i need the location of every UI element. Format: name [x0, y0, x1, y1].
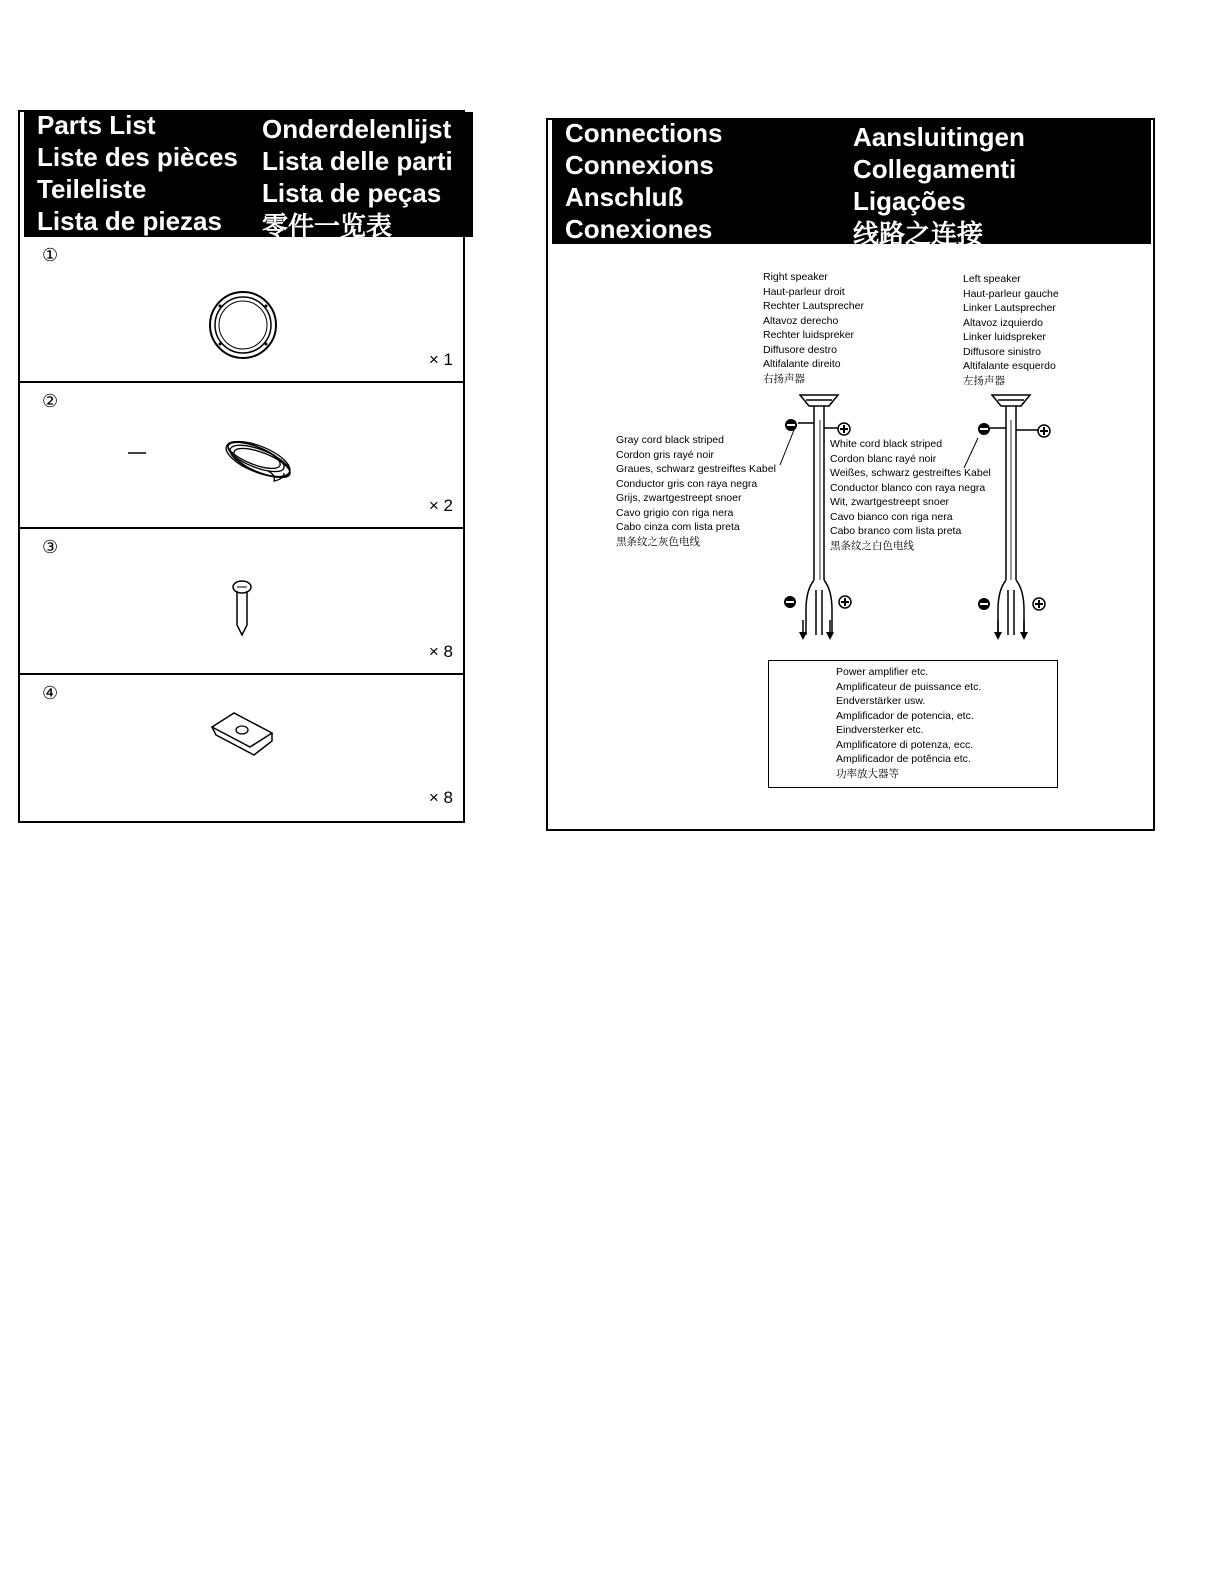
parts-list-panel	[18, 110, 465, 823]
minus-terminal-icon	[978, 598, 990, 610]
amplifier-label: Power amplifier etc. Amplificateur de puissance etc. Endverstärker usw. Amplificador de potencia, etc. Eindversterker etc. Amplificatore di potenza, ecc. Amplificador de potência etc. 功率放大器等	[836, 666, 982, 780]
item-number: ③	[42, 537, 59, 557]
minus-terminal-icon	[784, 596, 796, 608]
connections-panel	[546, 118, 1155, 831]
heading-collegamenti: Collegamenti	[853, 154, 1017, 184]
heading-aansluitingen: Aansluitingen	[853, 122, 1025, 152]
heading-lista-delle-parti: Lista delle parti	[262, 146, 453, 176]
item-number: ④	[42, 683, 59, 703]
heading-chinese-parts: 零件一览表	[262, 211, 393, 241]
parts-list-header	[24, 110, 473, 241]
part-item-3	[20, 529, 463, 675]
heading-connexions: Connexions	[565, 150, 714, 180]
item-number: ①	[42, 245, 59, 265]
part-item-1	[20, 237, 463, 383]
heading-teileliste: Teileliste	[37, 174, 147, 204]
amplifier-box	[768, 660, 1058, 788]
item-quantity: × 2	[428, 496, 453, 515]
gray-cord-label: Gray cord black striped Cordon gris rayé noir Graues, schwarz gestreiftes Kabel Conductor gris con raya negra Grijs, zwartgestreept snoer Cavo grigio con riga nera Cabo cinza com lista preta 黑条纹之灰色电线	[616, 434, 776, 548]
item-quantity: × 1	[428, 350, 453, 369]
heading-ligacoes: Ligações	[853, 186, 966, 216]
item-quantity: × 8	[428, 642, 453, 661]
coiled-cord-icon	[20, 383, 463, 527]
heading-chinese-connections: 线路之连接	[853, 219, 984, 249]
heading-parts-list: Parts List	[37, 110, 156, 140]
item-number: ②	[42, 391, 59, 411]
heading-liste-des-pieces: Liste des pièces	[37, 142, 238, 172]
clip-nut-icon	[20, 675, 463, 819]
part-item-4	[20, 675, 463, 819]
left-speaker-label: Left speaker Haut-parleur gauche Linker Lautsprecher Altavoz izquierdo Linker luidspreker Diffusore sinistro Altifalante esquerdo 左扬声器	[963, 273, 1059, 387]
plus-terminal-icon	[1038, 425, 1050, 437]
heading-conexiones: Conexiones	[565, 214, 713, 244]
speaker-icon	[800, 395, 838, 416]
part-item-2	[20, 383, 463, 529]
white-cord-label: White cord black striped Cordon blanc rayé noir Weißes, schwarz gestreiftes Kabel Conductor blanco con raya negra Wit, zwartgestreept snoer Cavo bianco con riga nera Cabo branco com lista preta 黑条纹之白色电线	[830, 438, 991, 552]
right-speaker-label: Right speaker Haut-parleur droit Rechter Lautsprecher Altavoz derecho Rechter luidspreker Diffusore destro Altifalante direito 右扬声器	[763, 271, 864, 385]
speaker-grille-ring-icon	[20, 237, 463, 381]
speaker-icon	[992, 395, 1030, 416]
screw-icon	[20, 529, 463, 673]
plus-terminal-icon	[1033, 598, 1045, 610]
heading-lista-de-piezas: Lista de piezas	[37, 206, 222, 236]
item-quantity: × 8	[428, 788, 453, 807]
plus-terminal-icon	[838, 423, 850, 435]
heading-connections: Connections	[565, 118, 723, 148]
heading-onderdelenlijst: Onderdelenlijst	[262, 114, 452, 144]
plus-terminal-icon	[839, 596, 851, 608]
heading-lista-de-pecas: Lista de peças	[262, 178, 442, 208]
minus-terminal-icon	[785, 419, 797, 431]
heading-anschluss: Anschluß	[565, 182, 684, 212]
minus-terminal-icon	[978, 423, 990, 435]
